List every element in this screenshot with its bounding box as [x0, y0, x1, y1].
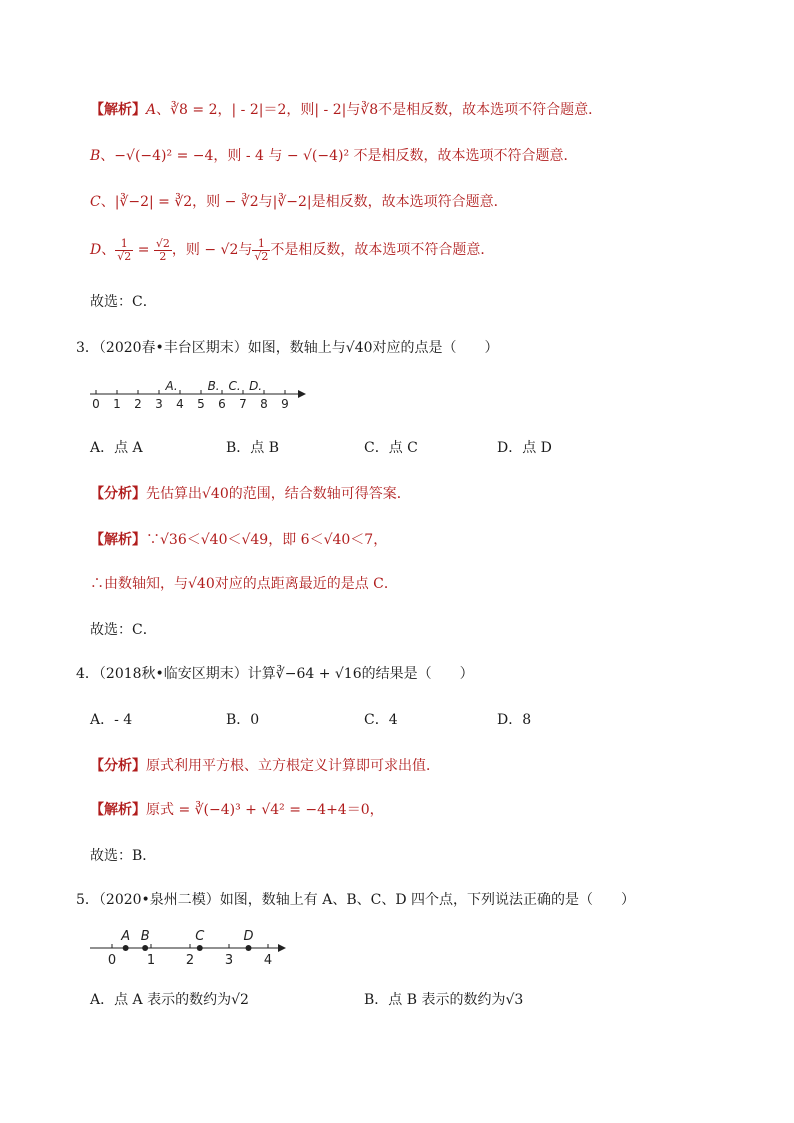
point-dot: [246, 945, 252, 951]
q5-number-line: [88, 922, 288, 968]
tick-label: 2: [185, 953, 195, 968]
q4-option-d[interactable]: D．8: [497, 712, 532, 728]
point-label: C: [195, 929, 205, 944]
prev-answer: 故选：C．: [90, 294, 157, 310]
q3-number-line: [88, 374, 308, 414]
analysis-tag: 【解析】: [90, 102, 146, 118]
fraction: $\frac{1}{√2}$: [254, 236, 269, 263]
option-label: C: [90, 194, 101, 210]
tick-label: 3: [155, 397, 163, 411]
point-label: A: [121, 929, 131, 944]
tick-label: 7: [239, 397, 247, 411]
tick-label: 5: [197, 397, 205, 411]
option-label: D: [90, 242, 102, 258]
tick-label: 4: [176, 397, 184, 411]
tick-label: 6: [218, 397, 226, 411]
q4-jiexi: [90, 800, 384, 820]
fenxi-tag: 【分析】: [90, 486, 146, 502]
q5-option-a[interactable]: A．点 A 表示的数约为√2: [90, 992, 249, 1008]
fenxi-text: 原式利用平方根、立方根定义计算即可求出值．: [146, 758, 440, 774]
analysis-text: 原式 = ∛(−4)³ + √4² = −4+4＝0，: [146, 802, 384, 818]
option-label: B: [90, 148, 101, 164]
prev-option-b-analysis: [90, 146, 578, 166]
point-label: D: [243, 929, 254, 944]
tick-label: 1: [113, 397, 121, 411]
prev-option-c-analysis: [90, 192, 508, 212]
option-label: A: [146, 102, 157, 118]
q3-fenxi: [90, 484, 411, 504]
prev-option-d-analysis: D、 $\frac{1}{√2}$ = $\frac{√2}{2}$ ，则 − √2与 $\frac{1}{√2}$ 不是相反数，故本选项不符合题意．: [90, 236, 495, 263]
tick-label: 4: [263, 953, 273, 968]
analysis-text: 、|∛−2| = ∛2，则 − ∛2与|∛−2|是相反数，故本选项符合题意．: [100, 194, 508, 210]
tick-label: 1: [146, 953, 156, 968]
fraction: $\frac{1}{√2}$: [117, 236, 132, 263]
q4-option-c[interactable]: C．4: [364, 712, 398, 728]
point-label: B.: [207, 379, 220, 393]
tick-label: 8: [260, 397, 268, 411]
q3-option-b[interactable]: B．点 B: [226, 440, 280, 456]
q3-stem: 3．（2020春•丰台区期末）如图，数轴上与√40对应的点是（ ）: [76, 340, 499, 356]
point-dot: [123, 945, 129, 951]
q3-answer: 故选：C．: [90, 622, 157, 638]
analysis-text: 、−√(−4)² = −4，则 - 4 与 − √(−4)² 不是相反数，故本选项不符合题意．: [100, 148, 578, 164]
point-label: C.: [228, 379, 241, 393]
point-label: A.: [165, 379, 178, 393]
q4-answer: 故选：B．: [90, 848, 157, 864]
q3-option-d[interactable]: D．点 D: [497, 440, 552, 456]
analysis-tag: 【解析】: [90, 802, 146, 818]
analysis-tag: 【解析】: [90, 532, 146, 548]
prev-option-a-analysis: [90, 100, 602, 120]
q4-option-a[interactable]: A．- 4: [90, 712, 133, 728]
fraction: $\frac{√2}{2}$: [155, 236, 170, 263]
tick-label: 9: [281, 397, 289, 411]
point-label: D.: [249, 379, 263, 393]
analysis-text: 、∛8 = 2，| - 2|＝2，则| - 2|与∛8不是相反数，故本选项不符合题意．: [156, 102, 603, 118]
q3-option-c[interactable]: C．点 C: [364, 440, 418, 456]
q4-fenxi: [90, 756, 440, 776]
fenxi-tag: 【分析】: [90, 758, 146, 774]
q4-stem: 4．（2018秋•临安区期末）计算∛−64 + √16的结果是（ ）: [76, 666, 474, 682]
point-dot: [142, 945, 148, 951]
point-dot: [197, 945, 203, 951]
q3-jiexi: [90, 530, 387, 550]
tick-label: 2: [134, 397, 142, 411]
fenxi-text: 先估算出√40的范围，结合数轴可得答案．: [146, 486, 411, 502]
q3-option-a[interactable]: A．点 A: [90, 440, 143, 456]
q4-option-b[interactable]: B．0: [226, 712, 260, 728]
point-label: B: [140, 929, 150, 944]
q3-conclusion: ∴由数轴知，与√40对应的点距离最近的是点 C．: [90, 576, 398, 592]
tick-label: 0: [92, 397, 100, 411]
tick-label: 0: [107, 953, 117, 968]
q5-option-b[interactable]: B．点 B 表示的数约为√3: [364, 992, 524, 1008]
tick-label: 3: [224, 953, 234, 968]
q5-stem: 5．（2020•泉州二模）如图，数轴上有 A、B、C、D 四个点，下列说法正确的是（ ）: [76, 892, 636, 908]
analysis-text: ∵√36＜√40＜√49，即 6＜√40＜7，: [146, 532, 388, 548]
